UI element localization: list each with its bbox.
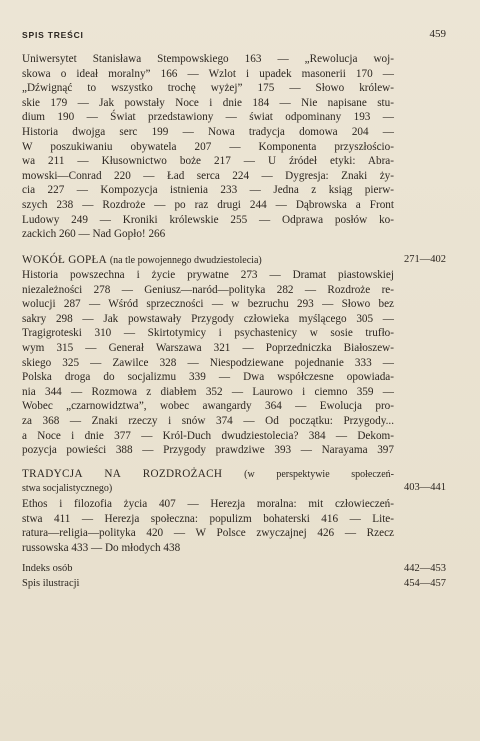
toc-line: W poszukiwaniu obywatela 207 — Komponenta przyszłościo- <box>22 140 394 153</box>
toc-line: Ludowy 249 — Kroniki królewskie 255 — Odprawa posłów ko- <box>22 213 394 226</box>
toc-line: Polska droga do socjalizmu 339 — Dwa współczesne opowiada- <box>22 371 394 384</box>
toc-line: „Dźwignąć to wszystko trochę wyżej” 175 — Słowo królew- <box>22 82 394 95</box>
section-pages: 403—441 <box>404 482 446 493</box>
toc-line: wolucji 287 — Wśród sprzeczności — w bezruchu 293 — Słowo bez <box>22 298 394 311</box>
toc-line: ratura—religia—polityka 420 — W Polsce zwyczajnej 426 — Rzecz <box>22 527 394 540</box>
toc-line: dium 190 — Świat przedstawiony — świat odpominany 193 — <box>22 111 394 124</box>
section-heading-tradycja <box>22 467 394 496</box>
section-subtitle: (w perspektywie społeczeń- <box>244 469 395 480</box>
toc-line: wa 211 — Kłusownictwo boże 217 — U źródeł etyki: Abra- <box>22 155 394 168</box>
toc-line: Historia powszechna i życie prywatne 273 — Dramat piastowskiej <box>22 269 394 281</box>
toc-line: mowski—Conrad 220 — Ład serca 224 — Dygresja: Znaki ży- <box>22 169 394 182</box>
toc-line: zackich 260 — Nad Gopło! 266 <box>22 228 166 241</box>
section-subtitle: (na tle powojennego dwudziestolecia) <box>109 255 262 266</box>
toc-line: Tragigroteski 310 — Skirtotymicy i psychastenicy w sosie trufło- <box>22 327 394 340</box>
section-pages: 271—402 <box>404 254 446 265</box>
toc-line: cia 227 — Kompozycja istnienia 233 — Jedna z ksiąg pierw- <box>22 184 394 197</box>
running-head: SPIS TREŚCI <box>22 30 84 40</box>
index-entry-pages: 454—457 <box>404 578 446 589</box>
page-number: 459 <box>429 28 446 40</box>
chapter-contents-block <box>22 497 394 555</box>
toc-line: wym 315 — Generał Warszawa 321 — Poprzedniczka Białoszew- <box>22 341 394 354</box>
toc-line: Historia dwojga serc 199 — Nowa tradycja domowa 204 — <box>22 125 394 138</box>
index-entry-label: Spis ilustracji <box>22 578 80 589</box>
toc-line: russowska 433 — Do młodych 438 <box>22 541 181 554</box>
chapter-contents-block <box>22 268 394 458</box>
section-title: TRADYCJA NA ROZDROŻACH <box>22 468 223 480</box>
toc-line: skowa o ideał moralny” 166 — Wzlot i upadek masonerii 170 — <box>22 67 394 80</box>
index-entry-pages: 442—453 <box>404 563 446 574</box>
toc-line: a Noce i dnie 377 — Król-Duch dwudziestolecia? 384 — Dekom- <box>22 429 394 442</box>
toc-line: Ethos i filozofia życia 407 — Herezja moralna: mit człowieczeń- <box>22 498 394 510</box>
toc-line: stwa 411 — Herezja społeczna: populizm bohaterski 416 — Lite- <box>22 512 394 525</box>
section-title: WOKÓŁ GOPŁA <box>22 254 108 266</box>
toc-line: szych 238 — Rozdroże — po raz drugi 244 — Dąbrowska a Front <box>22 198 394 211</box>
toc-line: niezależności 278 — Geniusz—naród—polityka 282 — Rozdroże re- <box>22 283 394 296</box>
toc-line: skie 179 — Jak powstały Noce i dnie 184 — Nie napisane stu- <box>22 96 394 109</box>
index-entry-label: Indeks osób <box>22 563 73 574</box>
toc-line: Uniwersytet Stanisława Stempowskiego 163 — „Rewolucja woj- <box>22 53 394 65</box>
section-heading-wokol-gopla <box>22 253 394 268</box>
toc-line: nia 344 — Rozmowa z diabłem 352 — Laurowo i ciemno 359 — <box>22 385 394 398</box>
toc-line: za 368 — Znaki rzeczy i snów 374 — Od początku: Przygody... <box>22 414 394 427</box>
chapter-contents-block <box>22 52 394 242</box>
section-subtitle: stwa socjalistycznego) <box>22 482 113 494</box>
toc-line: sakry 298 — Jak powstawały Przygody człowieka myślącego 305 — <box>22 312 394 325</box>
toc-line: Wobec „czarnowidztwa”, wobec awangardy 364 — Ewolucja pro- <box>22 400 394 413</box>
toc-line: skiego 325 — Zawilce 328 — Niespodziewane pojednanie 333 — <box>22 356 394 369</box>
toc-line: pozycja powieści 388 — Przygody prawdziwe 393 — Narayama 397 <box>22 444 394 457</box>
